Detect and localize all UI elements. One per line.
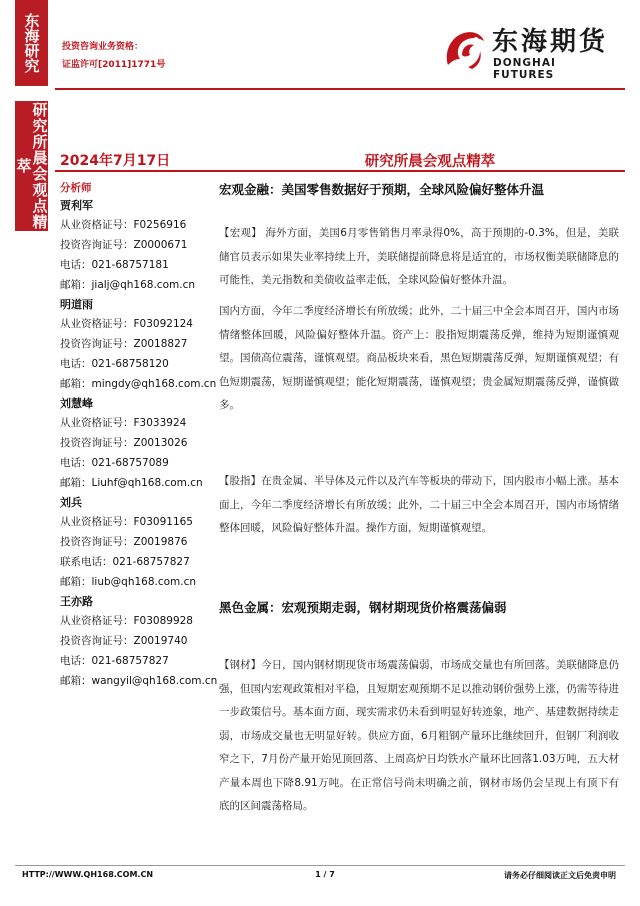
analyst-advisory-id: 投资咨询证号：Z0019876 bbox=[60, 536, 188, 548]
analyst-advisory-id: 投资咨询证号：Z0000671 bbox=[60, 239, 188, 251]
analyst-phone: 联系电话：021-68757827 bbox=[60, 556, 190, 568]
analyst-name: 明道雨 bbox=[60, 298, 93, 311]
disclaimer-note: 请务必仔细阅读正文后免责申明 bbox=[504, 871, 616, 880]
analysts-heading: 分析师 bbox=[60, 182, 92, 194]
analyst-name: 刘兵 bbox=[60, 496, 82, 509]
report-title: 研究所晨会观点精萃 bbox=[364, 154, 496, 170]
analyst-email[interactable]: 邮箱：liub@qh168.com.cn bbox=[60, 576, 197, 588]
macro-paragraph: 【宏观】 海外方面，美国6月零售销售月率录得0%，高于预期的-0.3%，但是，美联储官员表示如果失业率持续上升，美联储提前降息将是适宜的，市场权衡美联储降息的可能性，美元指数和美债收益率走低，全球风险偏好整体升温。 bbox=[219, 227, 619, 286]
donghai-logo bbox=[440, 25, 620, 81]
analyst-phone: 电话：021-68758120 bbox=[60, 358, 169, 370]
analyst-card bbox=[60, 493, 210, 592]
analyst-email[interactable]: 邮箱：mingdy@qh168.com.cn bbox=[60, 378, 217, 390]
analyst-practice-id: 从业资格证号：F3033924 bbox=[60, 417, 187, 429]
analyst-advisory-id: 投资咨询证号：Z0018827 bbox=[60, 338, 188, 350]
analyst-advisory-id: 投资咨询证号：Z0013026 bbox=[60, 437, 188, 449]
steel-paragraph: 【钢材】今日，国内钢材期现货市场震荡偏弱，市场成交量也有所回落。美联储降息仍强，但国内宏观政策相对平稳，且短期宏观预期不足以推动钢价强势上涨，仍需等待进一步政策信号。基本面方面，现实需求仍未看到明显好转迹象，地产、基建数据持续走弱，市场成交量也无明显好转。供应方面，6月粗钢产量环比继续回升，但钢厂利润收窄之下，7月份产量开始见顶回落、上周高炉日均铁水产量环比回落1.03万吨，五大材产量本周也下降8.91万吨。在正常信号尚未明确之前，钢材市场仍会呈现上有顶下有底的区间震荡格局。 bbox=[219, 659, 619, 812]
analyst-name: 刘慧峰 bbox=[60, 397, 93, 410]
analyst-phone: 电话：021-68757089 bbox=[60, 457, 169, 469]
analyst-card bbox=[60, 196, 210, 295]
analyst-card bbox=[60, 394, 210, 493]
ferrous-section-heading: 黑色金属：宏观预期走弱，钢材期现货价格震荡偏弱 bbox=[219, 600, 507, 615]
report-date: 2024年7月17日 bbox=[60, 153, 171, 169]
analyst-advisory-id: 投资咨询证号：Z0019740 bbox=[60, 635, 188, 647]
analyst-phone: 电话：021-68757827 bbox=[60, 655, 169, 667]
footer-divider bbox=[15, 865, 625, 866]
license-info bbox=[62, 38, 165, 74]
analyst-name: 贾利军 bbox=[60, 199, 93, 212]
side-tab-research: 东海研究 bbox=[15, 0, 48, 86]
analyst-practice-id: 从业资格证号：F03091165 bbox=[60, 516, 193, 528]
domestic-paragraph: 国内方面，今年二季度经济增长有所放缓；此外，二十届三中全会本周召开，国内市场情绪整体回暖，风险偏好整体升温。资产上：股指短期震荡反弹，维持为短期谨慎观望。国债高位震荡，谨慎观望。商品板块来看，黑色短期震荡反弹，短期谨慎观望；有色短期震荡，短期谨慎观望；能化短期震荡，谨慎观望；贵金属短期震荡反弹，谨慎做多。 bbox=[219, 305, 619, 411]
side-tab-report-name: 研究所晨会观点精萃 bbox=[14, 102, 49, 230]
analyst-practice-id: 从业资格证号：F0256916 bbox=[60, 219, 187, 231]
analyst-email[interactable]: 邮箱：Liuhf@qh168.com.cn bbox=[60, 477, 203, 489]
analysts-panel bbox=[60, 180, 218, 691]
macro-section-heading: 宏观金融：美国零售数据好于预期，全球风险偏好整体升温 bbox=[219, 182, 545, 197]
license-line-2: 证监许可[2011]1771号 bbox=[62, 60, 166, 70]
logo-chinese-name: 东海期货 bbox=[492, 27, 609, 57]
analyst-name: 王亦路 bbox=[60, 595, 93, 608]
analyst-card bbox=[60, 592, 218, 691]
analyst-card bbox=[60, 295, 217, 394]
logo-english-name: DONGHAI FUTURES bbox=[493, 57, 556, 81]
page-number: 1 / 7 bbox=[315, 870, 335, 879]
license-line-1: 投资咨询业务资格： bbox=[62, 42, 144, 52]
stock-index-paragraph: 【股指】在贵金属、半导体及元件以及汽车等板块的带动下，国内股市小幅上涨。基本面上，今年二季度经济增长有所放缓；此外，二十届三中全会本周召开，国内市场情绪整体回暖，风险偏好整体升温。操作方面，短期谨慎观望。 bbox=[219, 475, 619, 534]
dragon-logo-icon bbox=[440, 25, 488, 73]
footer-website-link[interactable]: HTTP://WWW.QH168.COM.CN bbox=[22, 870, 154, 879]
analyst-email[interactable]: 邮箱：wangyil@qh168.com.cn bbox=[60, 675, 218, 687]
analyst-practice-id: 从业资格证号：F03089928 bbox=[60, 615, 193, 627]
header-divider bbox=[55, 88, 625, 90]
analyst-practice-id: 从业资格证号：F03092124 bbox=[60, 318, 193, 330]
analyst-email[interactable]: 邮箱：jialj@qh168.com.cn bbox=[60, 279, 195, 291]
analyst-phone: 电话：021-68757181 bbox=[60, 259, 169, 271]
